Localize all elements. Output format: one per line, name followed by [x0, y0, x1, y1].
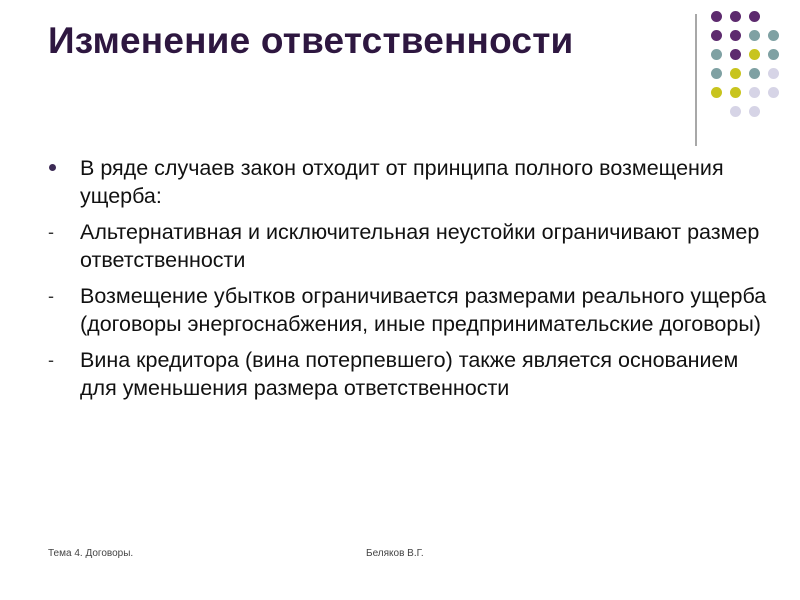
decorative-dot-grid: [711, 11, 787, 131]
decorative-dot: [768, 30, 779, 41]
list-item-creditor-fault: [48, 347, 768, 402]
decorative-dot: [749, 30, 760, 41]
decorative-dot: [768, 87, 779, 98]
slide-content: [48, 155, 768, 411]
dash-marker: -: [48, 350, 54, 370]
decorative-dot: [749, 11, 760, 22]
dash-marker: -: [48, 222, 54, 242]
decorative-dot: [730, 68, 741, 79]
decorative-dot: [711, 49, 722, 60]
decorative-dot: [749, 68, 760, 79]
decorative-dot: [711, 30, 722, 41]
footer-author: Беляков В.Г.: [366, 548, 424, 559]
list-item-text: Возмещение убытков ограничивается размерами реального ущерба (договоры энергоснабжения, иные предпринимательские договоры): [80, 284, 767, 336]
list-item-penalty: [48, 219, 768, 274]
list-item-damages: [48, 283, 768, 338]
decorative-dot: [749, 106, 760, 117]
decorative-dot: [730, 30, 741, 41]
decorative-dot: [768, 49, 779, 60]
title-divider-line: [695, 14, 697, 146]
decorative-dot: [749, 87, 760, 98]
decorative-dot: [711, 68, 722, 79]
list-item-text: Вина кредитора (вина потерпевшего) также является основанием для уменьшения размера ответственности: [80, 348, 739, 400]
decorative-dot: [768, 68, 779, 79]
list-item-intro: [48, 155, 768, 210]
footer-topic: Тема 4. Договоры.: [48, 548, 134, 559]
list-item-text: В ряде случаев закон отходит от принципа полного возмещения ущерба:: [80, 156, 724, 208]
decorative-dot: [730, 49, 741, 60]
bullet-icon: [48, 155, 72, 183]
decorative-dot: [730, 106, 741, 117]
list-item-text: Альтернативная и исключительная неустойки ограничивают размер ответственности: [80, 220, 760, 272]
decorative-dot: [749, 49, 760, 60]
decorative-dot: [711, 87, 722, 98]
slide-title: Изменение ответственности: [48, 20, 574, 61]
dash-marker: -: [48, 286, 54, 306]
decorative-dot: [711, 11, 722, 22]
decorative-dot: [730, 11, 741, 22]
decorative-dot: [730, 87, 741, 98]
